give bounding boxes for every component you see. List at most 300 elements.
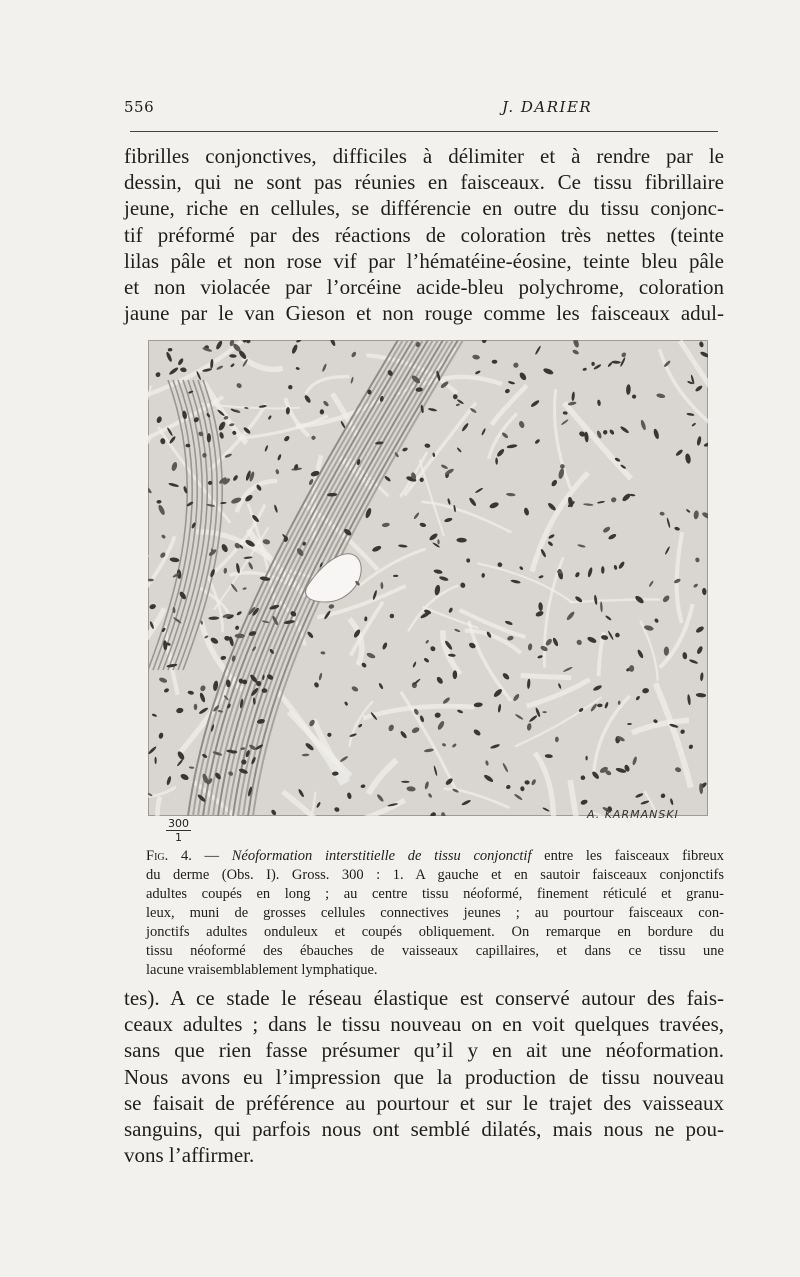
figure-caption — [146, 847, 724, 980]
cell-nucleus — [592, 684, 602, 692]
cell-nucleus — [621, 352, 627, 359]
cell-nucleus — [425, 639, 429, 644]
cell-nucleus — [288, 385, 293, 390]
cell-nucleus — [296, 340, 302, 343]
cell-nucleus — [582, 367, 587, 371]
cell-nucleus — [518, 371, 527, 381]
cell-nucleus — [351, 351, 358, 358]
text-line: et non violacée par l’orcéine acide-bleu polychrome, coloration — [124, 275, 724, 300]
cell-nucleus — [542, 367, 554, 375]
cell-nucleus — [496, 448, 505, 458]
caption-line: lacune vraisemblablement lymphatique. — [146, 962, 378, 978]
cell-nucleus — [679, 729, 685, 735]
cell-nucleus — [199, 685, 206, 693]
cell-nucleus — [320, 409, 325, 414]
cell-nucleus — [198, 707, 209, 715]
cell-nucleus — [291, 344, 299, 355]
fibre-stroke — [350, 701, 374, 746]
cell-nucleus — [528, 643, 533, 651]
cell-nucleus — [531, 779, 537, 786]
cell-nucleus — [504, 388, 510, 394]
cell-nucleus — [613, 565, 617, 571]
cell-nucleus — [157, 504, 166, 516]
cell-nucleus — [453, 670, 458, 679]
fibre-stroke — [405, 403, 476, 496]
cell-nucleus — [398, 544, 408, 548]
cell-nucleus — [632, 394, 637, 399]
cell-nucleus — [216, 365, 224, 371]
cell-nucleus — [555, 737, 559, 743]
cell-nucleus — [615, 633, 620, 638]
magnification-scale — [166, 818, 191, 843]
fibre-stroke — [148, 341, 242, 398]
cell-nucleus — [548, 534, 555, 540]
cell-nucleus — [262, 539, 270, 545]
cell-nucleus — [514, 793, 524, 801]
scale-numerator: 300 — [168, 817, 189, 830]
text-line: fibrilles conjonctives, difficiles à délimiter et à rendre par le — [124, 144, 724, 168]
cell-nucleus — [429, 811, 437, 816]
cell-nucleus — [424, 748, 434, 753]
cell-nucleus — [220, 655, 226, 660]
cell-nucleus — [328, 604, 334, 610]
histology-figure — [148, 340, 708, 816]
cell-nucleus — [151, 713, 157, 717]
cell-nucleus — [154, 757, 156, 764]
cell-nucleus — [502, 672, 511, 681]
cell-nucleus — [165, 351, 173, 362]
cell-nucleus — [320, 651, 325, 654]
cell-nucleus — [229, 354, 237, 358]
cell-nucleus — [437, 720, 446, 731]
cell-nucleus — [490, 743, 500, 749]
cell-nucleus — [442, 696, 451, 704]
cell-nucleus — [423, 657, 430, 663]
cell-nucleus — [666, 517, 671, 528]
cell-nucleus — [609, 429, 615, 436]
text-line: tif préformé par des réactions de coloration très nettes (teinte — [124, 222, 724, 247]
header-rule — [130, 131, 718, 132]
cell-nucleus — [497, 704, 501, 713]
cell-nucleus — [506, 444, 517, 449]
text-line: sanguins, qui parfois nous ont semblé dilatés, mais nous ne pou- — [124, 1117, 724, 1142]
cell-nucleus — [550, 479, 558, 487]
cell-nucleus — [481, 428, 486, 436]
cell-nucleus — [627, 723, 632, 725]
cell-nucleus — [340, 420, 346, 428]
cell-nucleus — [351, 685, 359, 692]
cell-nucleus — [360, 784, 365, 789]
cell-nucleus — [149, 603, 157, 610]
fibre-stroke — [350, 619, 362, 665]
cell-nucleus — [566, 611, 576, 622]
cell-nucleus — [444, 517, 453, 523]
text-line: se faisait de préférence au pourtour et sur le trajet des vaisseaux — [124, 1090, 724, 1115]
cell-nucleus — [311, 435, 317, 441]
cell-nucleus — [447, 498, 451, 505]
cell-nucleus — [434, 712, 441, 718]
fibre-stroke — [521, 675, 571, 677]
cell-nucleus — [524, 780, 529, 785]
cell-nucleus — [504, 620, 513, 626]
cell-nucleus — [621, 492, 631, 502]
cell-nucleus — [424, 781, 430, 790]
cell-nucleus — [660, 793, 666, 799]
cell-nucleus — [571, 391, 575, 401]
cell-nucleus — [635, 695, 641, 701]
text-line: Nous avons eu l’impression que la production de tissu nouveau — [124, 1064, 724, 1089]
cell-nucleus — [456, 538, 466, 543]
cell-nucleus — [358, 723, 363, 728]
cell-nucleus — [457, 709, 464, 714]
fibre-stroke — [289, 712, 351, 776]
cell-nucleus — [439, 575, 449, 581]
cell-nucleus — [508, 381, 516, 385]
cell-nucleus — [648, 580, 654, 587]
cell-nucleus — [695, 557, 700, 563]
cell-nucleus — [608, 533, 617, 541]
text-line: dessin, qui ne sont pas réunies en faisceaux. Ce tissu fibrillaire — [124, 170, 724, 195]
cell-nucleus — [339, 755, 348, 762]
cell-nucleus — [670, 798, 674, 805]
cell-nucleus — [611, 360, 621, 363]
cell-nucleus — [526, 723, 531, 731]
cell-nucleus — [632, 756, 638, 766]
cell-nucleus — [674, 526, 680, 531]
cell-nucleus — [437, 539, 440, 544]
cell-nucleus — [530, 399, 540, 408]
cell-nucleus — [168, 366, 179, 375]
cell-nucleus — [344, 701, 349, 706]
cell-nucleus — [232, 474, 239, 481]
cell-nucleus — [461, 799, 471, 806]
cell-nucleus — [194, 704, 198, 710]
cell-nucleus — [156, 416, 163, 424]
cell-nucleus — [329, 340, 336, 347]
text-line: tes). A ce stade le réseau élastique est conservé autour des fais- — [124, 986, 724, 1010]
cell-nucleus — [475, 487, 484, 494]
text-line: sans que rien fasse présumer qu’il y en ait une néoformation. — [124, 1038, 724, 1063]
page-header — [124, 98, 718, 124]
cell-nucleus — [507, 635, 514, 641]
cell-nucleus — [350, 377, 354, 384]
fibre-stroke — [632, 720, 689, 733]
cell-nucleus — [601, 566, 604, 574]
cell-nucleus — [620, 425, 630, 434]
artist-signature: A. KARMANSKI — [587, 808, 679, 821]
fibre-stroke — [444, 789, 510, 808]
cell-nucleus — [563, 666, 573, 673]
cell-nucleus — [166, 776, 172, 786]
cell-nucleus — [230, 363, 235, 368]
cell-nucleus — [689, 659, 699, 665]
cell-nucleus — [527, 679, 531, 690]
cell-nucleus — [485, 760, 489, 766]
cell-nucleus — [602, 429, 608, 435]
text-line: ceaux adultes ; dans le tissu nouveau on en voit quelques travées, — [124, 1012, 724, 1037]
caption-line: jonctifs adultes onduleux et coupés obliquement. On remarque en bordure du — [146, 924, 724, 940]
cell-nucleus — [318, 673, 322, 681]
cell-nucleus — [591, 362, 595, 366]
cell-nucleus — [618, 561, 626, 570]
cell-nucleus — [505, 784, 511, 790]
cell-nucleus — [626, 384, 631, 395]
cell-nucleus — [208, 616, 219, 620]
cell-nucleus — [607, 361, 613, 367]
fibre-stroke — [656, 683, 691, 787]
cell-nucleus — [540, 548, 547, 558]
cell-nucleus — [316, 801, 321, 808]
cell-nucleus — [696, 645, 704, 654]
cell-nucleus — [653, 428, 660, 439]
caption-title: Néoformation interstitielle de tissu conjonctif — [231, 848, 532, 864]
cell-nucleus — [664, 646, 669, 655]
cell-nucleus — [399, 730, 407, 739]
cell-nucleus — [538, 602, 543, 611]
cell-nucleus — [636, 649, 644, 659]
cell-nucleus — [298, 788, 305, 797]
cell-nucleus — [176, 759, 183, 767]
cell-nucleus — [171, 461, 178, 471]
cell-nucleus — [388, 724, 395, 732]
cell-nucleus — [215, 340, 223, 350]
fibre-stroke — [243, 358, 283, 370]
cell-nucleus — [561, 419, 569, 426]
caption-dash: — — [191, 848, 232, 864]
cell-nucleus — [597, 704, 603, 708]
cell-nucleus — [371, 545, 382, 553]
bottom-paragraph — [124, 985, 724, 1168]
text-line: lilas pâle et non rose vif par l’hématéine-éosine, teinte bleu pâle — [124, 248, 724, 273]
cell-nucleus — [696, 693, 707, 698]
cell-nucleus — [230, 583, 238, 593]
cell-nucleus — [419, 522, 426, 528]
cell-nucleus — [402, 447, 408, 452]
cell-nucleus — [378, 682, 384, 689]
cell-nucleus — [156, 500, 161, 504]
cell-nucleus — [413, 512, 420, 520]
cell-nucleus — [482, 340, 487, 343]
cell-nucleus — [148, 746, 157, 755]
cell-nucleus — [264, 445, 268, 452]
cell-nucleus — [515, 713, 524, 720]
cell-nucleus — [440, 464, 448, 470]
fibre-stroke — [148, 787, 176, 796]
cell-nucleus — [243, 340, 247, 343]
fibre-stroke — [368, 760, 396, 794]
cell-nucleus — [460, 582, 466, 589]
cell-nucleus — [207, 433, 211, 442]
cell-nucleus — [268, 415, 272, 420]
cell-nucleus — [489, 501, 500, 509]
cell-nucleus — [700, 672, 704, 681]
cell-nucleus — [574, 571, 580, 578]
fibre-stroke — [241, 416, 328, 438]
tissue-illustration — [148, 340, 708, 816]
cell-nucleus — [513, 362, 519, 368]
cell-nucleus — [523, 507, 530, 516]
cell-nucleus — [686, 412, 694, 416]
caption-line: leux, muni de grosses cellules connectives jeunes ; au pourtour faisceaux con- — [146, 905, 724, 921]
cell-nucleus — [688, 744, 694, 750]
cell-nucleus — [600, 601, 603, 612]
cell-nucleus — [334, 807, 340, 813]
cell-nucleus — [597, 399, 601, 406]
cell-nucleus — [277, 454, 282, 461]
cell-nucleus — [703, 442, 708, 448]
cell-nucleus — [693, 510, 699, 520]
fibre-stroke — [157, 797, 160, 816]
text-line: vons l’affirmer. — [124, 1143, 255, 1168]
cell-nucleus — [558, 683, 562, 689]
cell-nucleus — [664, 546, 670, 555]
cell-nucleus — [576, 639, 583, 646]
cell-nucleus — [220, 502, 227, 505]
cell-nucleus — [552, 637, 559, 647]
fibre-stroke — [148, 437, 150, 483]
cell-nucleus — [610, 496, 617, 503]
cell-nucleus — [456, 447, 462, 453]
fibre-stroke — [363, 706, 474, 718]
cell-nucleus — [454, 628, 461, 632]
text-line: jeune, riche en cellules, se différencie en outre du tissu conjonc- — [124, 196, 724, 221]
cell-nucleus — [246, 340, 251, 343]
cell-nucleus — [563, 411, 568, 415]
cell-nucleus — [180, 367, 187, 373]
cell-nucleus — [217, 421, 226, 432]
cell-nucleus — [456, 403, 461, 407]
running-head: J. DARIER — [502, 98, 593, 116]
cell-nucleus — [155, 371, 162, 378]
cell-nucleus — [248, 562, 254, 570]
cell-nucleus — [640, 419, 647, 430]
cell-nucleus — [635, 792, 644, 798]
cell-nucleus — [506, 493, 516, 497]
cell-nucleus — [168, 348, 173, 352]
cell-nucleus — [366, 652, 376, 660]
cell-nucleus — [283, 435, 290, 442]
cell-nucleus — [169, 436, 177, 445]
caption-text: entre les faisceaux fibreux — [531, 848, 724, 864]
cell-nucleus — [163, 688, 169, 694]
cell-nucleus — [189, 766, 195, 769]
cell-nucleus — [537, 655, 543, 659]
cell-nucleus — [580, 799, 588, 806]
cell-nucleus — [597, 500, 605, 503]
cell-nucleus — [158, 677, 167, 684]
cell-nucleus — [605, 615, 612, 621]
cell-nucleus — [547, 502, 557, 512]
cell-nucleus — [682, 652, 688, 660]
cell-nucleus — [701, 511, 708, 520]
cell-nucleus — [158, 732, 164, 739]
cell-nucleus — [321, 363, 327, 372]
cell-nucleus — [411, 726, 420, 734]
cell-nucleus — [587, 567, 593, 578]
cell-nucleus — [572, 340, 580, 348]
cell-nucleus — [412, 661, 417, 668]
cell-nucleus — [695, 625, 705, 634]
cell-nucleus — [547, 541, 554, 547]
cell-nucleus — [583, 503, 594, 506]
cell-nucleus — [389, 613, 395, 619]
cell-nucleus — [604, 702, 609, 709]
cell-nucleus — [235, 625, 240, 630]
cell-nucleus — [468, 497, 477, 507]
cell-nucleus — [452, 743, 457, 748]
cell-nucleus — [502, 762, 509, 772]
cell-nucleus — [534, 345, 541, 355]
cell-nucleus — [602, 526, 611, 534]
cell-nucleus — [481, 573, 485, 578]
cell-nucleus — [662, 594, 671, 603]
cell-nucleus — [220, 543, 229, 553]
cell-nucleus — [168, 482, 179, 487]
cell-nucleus — [384, 475, 392, 482]
cell-nucleus — [545, 754, 553, 758]
cell-nucleus — [512, 693, 520, 702]
cell-nucleus — [219, 432, 225, 440]
cell-nucleus — [518, 420, 525, 429]
figure-label: Fig. 4. — [146, 848, 192, 864]
cell-nucleus — [696, 436, 702, 446]
cell-nucleus — [177, 357, 184, 365]
scale-denominator: 1 — [175, 831, 182, 844]
cell-nucleus — [176, 707, 184, 713]
cell-nucleus — [380, 582, 383, 589]
cell-nucleus — [442, 743, 447, 748]
cell-nucleus — [327, 733, 331, 737]
cell-nucleus — [306, 631, 314, 639]
cell-nucleus — [428, 793, 433, 799]
cell-nucleus — [346, 792, 352, 799]
cell-nucleus — [161, 534, 166, 539]
fibre-stroke — [535, 753, 554, 816]
cell-nucleus — [429, 645, 436, 652]
cell-nucleus — [424, 443, 430, 448]
cell-nucleus — [436, 676, 444, 685]
cell-nucleus — [461, 422, 469, 432]
cell-nucleus — [674, 766, 681, 772]
cell-nucleus — [528, 714, 537, 722]
cell-nucleus — [453, 394, 458, 399]
cell-nucleus — [659, 511, 664, 515]
cell-nucleus — [535, 610, 544, 618]
cell-nucleus — [534, 438, 540, 444]
cell-nucleus — [275, 469, 280, 475]
cell-nucleus — [700, 351, 708, 359]
fibre-stroke — [594, 696, 630, 772]
text-line: jaune par le van Gieson et non rouge comme les faisceaux adul- — [124, 301, 724, 326]
cell-nucleus — [270, 809, 277, 816]
caption-line — [146, 847, 724, 866]
cell-nucleus — [440, 812, 446, 816]
cell-nucleus — [542, 711, 546, 713]
cell-nucleus — [243, 556, 252, 559]
cell-nucleus — [519, 566, 524, 571]
cell-nucleus — [466, 558, 470, 562]
cell-nucleus — [169, 557, 179, 563]
cell-nucleus — [235, 634, 245, 639]
cell-nucleus — [303, 394, 311, 403]
cell-nucleus — [322, 400, 329, 407]
cell-nucleus — [376, 793, 384, 802]
cell-nucleus — [656, 393, 666, 399]
cell-nucleus — [640, 800, 649, 805]
cell-nucleus — [495, 457, 498, 464]
cell-nucleus — [520, 786, 525, 792]
cell-nucleus — [497, 561, 503, 567]
